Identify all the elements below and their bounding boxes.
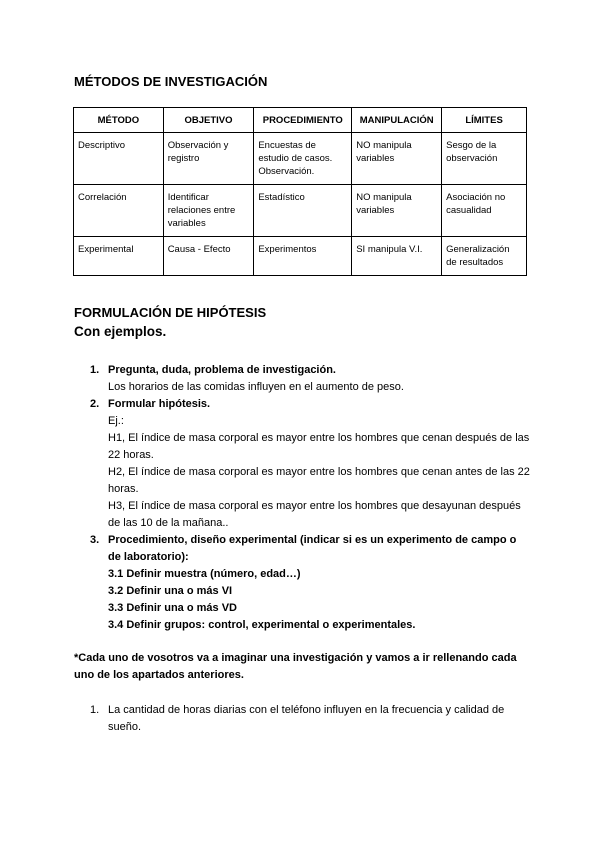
list-item-line: 3.2 Definir una o más VI — [108, 585, 233, 597]
table-header-row — [74, 108, 527, 133]
table-cell: SI manipula V.I. — [352, 237, 442, 276]
table-row — [74, 237, 527, 276]
list-number: 2. — [90, 398, 100, 410]
list-item — [90, 532, 530, 634]
table-cell: Experimental — [74, 237, 164, 276]
table-cell: NO manipula variables — [352, 133, 442, 185]
section-title-hypothesis: FORMULACIÓN DE HIPÓTESIS — [74, 305, 267, 320]
table-cell: Asociación no casualidad — [442, 185, 527, 237]
section-subtitle: Con ejemplos. — [74, 324, 167, 339]
header-cell: MANIPULACIÓN — [352, 108, 442, 133]
list-item-line: Los horarios de las comidas influyen en el aumento de peso. — [108, 381, 404, 393]
list-item — [90, 396, 530, 532]
header-cell: LÍMITES — [442, 108, 527, 133]
table-cell: Encuestas de estudio de casos. Observación. — [254, 133, 352, 185]
header-cell: MÉTODO — [74, 108, 164, 133]
table-cell: Causa - Efecto — [163, 237, 254, 276]
table-cell: Correlación — [74, 185, 164, 237]
list-number: 1. — [90, 364, 100, 376]
list-item-line: 3.1 Definir muestra (número, edad…) — [108, 568, 301, 580]
table-cell: Sesgo de la observación — [442, 133, 527, 185]
steps-list — [90, 362, 530, 634]
methods-table — [73, 107, 527, 276]
table-cell: Descriptivo — [74, 133, 164, 185]
table-cell: Estadístico — [254, 185, 352, 237]
list-item-title: Procedimiento, diseño experimental (indicar si es un experimento de campo o de laboratorio): — [108, 534, 517, 563]
header-cell: OBJETIVO — [163, 108, 254, 133]
list-item-line: Ej.: — [108, 415, 124, 427]
list-number: 3. — [90, 534, 100, 546]
list-item-line: 3.3 Definir una o más VD — [108, 602, 237, 614]
list-item — [90, 702, 530, 736]
table-row — [74, 133, 527, 185]
list-item — [90, 362, 530, 396]
answer-list — [90, 702, 530, 736]
list-number: 1. — [90, 704, 100, 716]
table-cell: Generalización de resultados — [442, 237, 527, 276]
table-cell: Experimentos — [254, 237, 352, 276]
header-cell: PROCEDIMIENTO — [254, 108, 352, 133]
table-row — [74, 185, 527, 237]
section-title-methods: MÉTODOS DE INVESTIGACIÓN — [74, 74, 268, 89]
instruction-note: *Cada uno de vosotros va a imaginar una investigación y vamos a ir rellenando cada uno de los apartados anteriores. — [74, 652, 517, 681]
list-item-title: Pregunta, duda, problema de investigación. — [108, 364, 336, 376]
list-item-text: La cantidad de horas diarias con el teléfono influyen en la frecuencia y calidad de sueño. — [108, 704, 505, 733]
list-item-line: H2, El índice de masa corporal es mayor entre los hombres que cenan antes de las 22 horas. — [108, 466, 530, 495]
table-cell: Observación y registro — [163, 133, 254, 185]
list-item-line: H3, El índice de masa corporal es mayor entre los hombres que desayunan después de las 10 de la mañana.. — [108, 500, 521, 529]
list-item-line: H1, El índice de masa corporal es mayor entre los hombres que cenan después de las 22 horas. — [108, 432, 530, 461]
list-item-title: Formular hipótesis. — [108, 398, 211, 410]
list-item-line: 3.4 Definir grupos: control, experimental o experimentales. — [108, 619, 416, 631]
table-cell: NO manipula variables — [352, 185, 442, 237]
table-cell: Identificar relaciones entre variables — [163, 185, 254, 237]
